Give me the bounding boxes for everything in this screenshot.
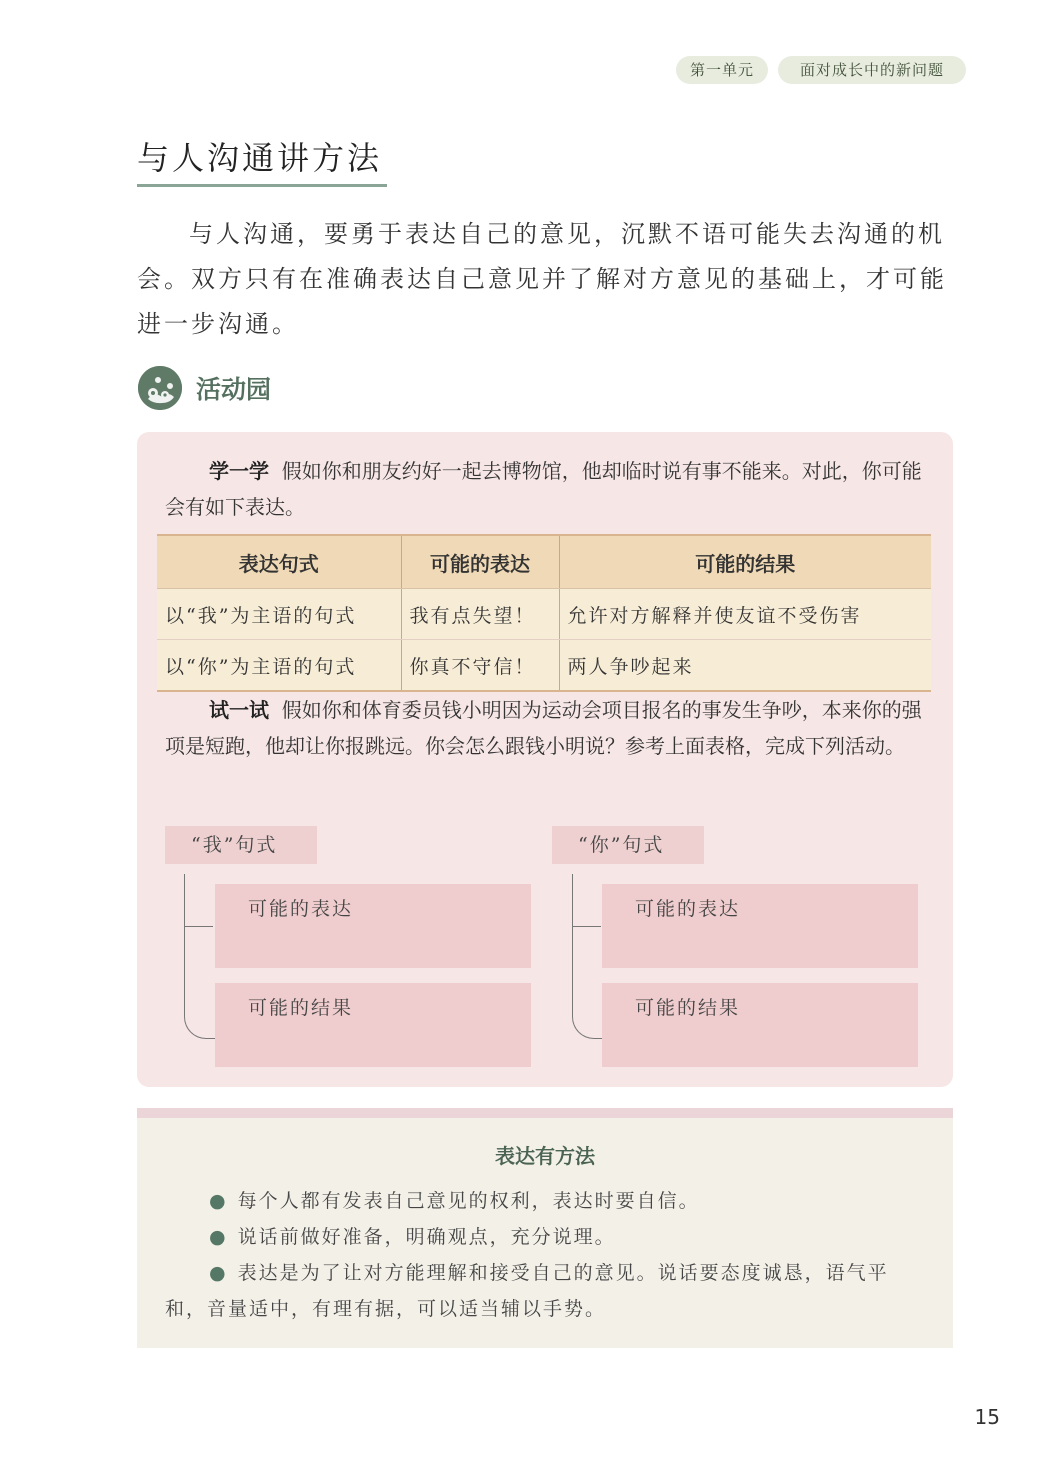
wo-result-box[interactable]: 可能的结果: [215, 983, 531, 1067]
tip-text: 表达是为了让对方能理解和接受自己的意见。说话要态度诚恳，语气平和，音量适中，有理有据，可以适当辅以手势。: [165, 1262, 889, 1320]
table-cell: 以“我”为主语的句式: [157, 589, 401, 640]
ni-result-box[interactable]: 可能的结果: [602, 983, 918, 1067]
bullet-icon: ●: [209, 1262, 228, 1284]
ni-pattern-label: “你”句式: [552, 826, 704, 864]
table-header-cell: 表达句式: [157, 535, 401, 589]
table-cell: 两人争吵起来: [559, 640, 931, 692]
wo-bracket: [184, 874, 215, 1039]
table-cell: 我有点失望！: [401, 589, 559, 640]
tip-text: 每个人都有发表自己意见的权利，表达时要自信。: [237, 1190, 700, 1212]
tip-item: [165, 1219, 930, 1255]
learn-text: 假如你和朋友约好一起去博物馆，他却临时说有事不能来。对此，你可能会有如下表达。: [165, 459, 922, 519]
flower-cluster-icon: [138, 366, 182, 410]
activity-title: 活动园: [196, 375, 272, 404]
table-header-cell: 可能的结果: [559, 535, 931, 589]
ni-expression-box[interactable]: 可能的表达: [602, 884, 918, 968]
page-number: 15: [974, 1405, 1000, 1429]
bullet-icon: ●: [209, 1226, 228, 1248]
bullet-icon: ●: [209, 1190, 228, 1212]
ni-bracket: [572, 874, 603, 1039]
tip-text: 说话前做好准备，明确观点，充分说理。: [237, 1226, 616, 1248]
table-row: [157, 640, 931, 692]
table-cell: 允许对方解释并使友谊不受伤害: [559, 589, 931, 640]
table-row: [157, 589, 931, 640]
tips-title: 表达有方法: [495, 1144, 595, 1168]
table-cell: 你真不守信！: [401, 640, 559, 692]
try-text: 假如你和体育委员钱小明因为运动会项目报名的事发生争吵，本来你的强项是短跑，他却让你报跳远。你会怎么跟钱小明说？参考上面表格，完成下列活动。: [165, 698, 922, 758]
section-title: 与人沟通讲方法: [137, 140, 387, 187]
wo-expression-box[interactable]: 可能的表达: [215, 884, 531, 968]
learn-label: 学一学: [209, 459, 269, 483]
header-topic-tag: 面对成长中的新问题: [778, 56, 966, 84]
try-label: 试一试: [209, 698, 269, 722]
tip-item: [165, 1183, 930, 1219]
try-paragraph: [165, 692, 930, 764]
wo-pattern-label: “我”句式: [165, 826, 317, 864]
tip-item: [165, 1255, 930, 1327]
table-header-row: [157, 535, 931, 589]
header-unit-tag: 第一单元: [676, 56, 768, 84]
intro-paragraph: 与人沟通，要勇于表达自己的意见，沉默不语可能失去沟通的机会。双方只有在准确表达自己意见并了解对方意见的基础上，才可能进一步沟通。: [137, 220, 947, 338]
expression-table: [157, 534, 931, 692]
learn-paragraph: [165, 453, 930, 525]
table-header-cell: 可能的表达: [401, 535, 559, 589]
table-cell: 以“你”为主语的句式: [157, 640, 401, 692]
